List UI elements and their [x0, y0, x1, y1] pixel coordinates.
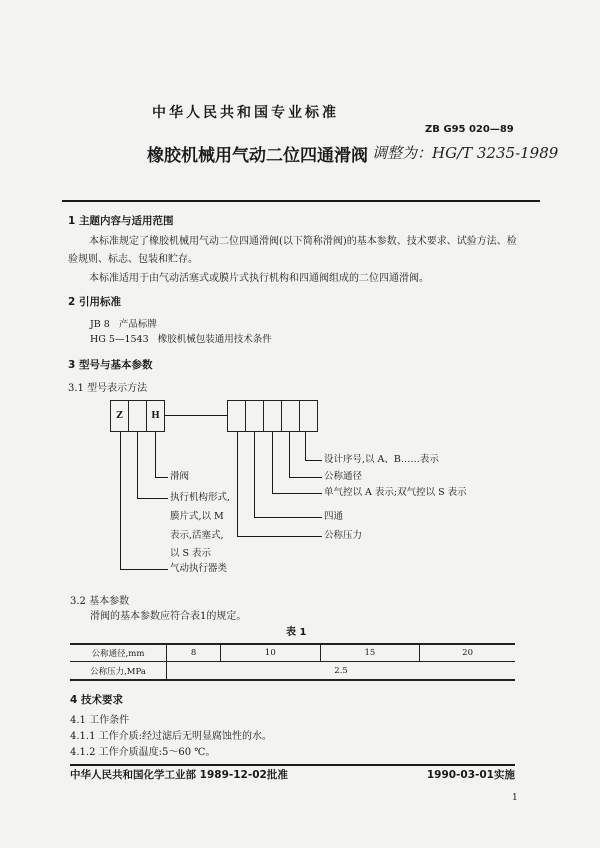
table-row	[70, 662, 515, 680]
footer-divider	[70, 764, 515, 766]
document-title: 橡胶机械用气动二位四通滑阀	[147, 146, 368, 166]
label-four-way: 四通	[324, 511, 344, 522]
leader-line	[137, 432, 138, 498]
section-3-2-heading: 3.2 基本参数	[70, 596, 130, 607]
leader-line	[254, 517, 322, 518]
table-cell: 15	[320, 644, 420, 662]
leader-line	[254, 432, 255, 517]
leader-line	[155, 432, 156, 477]
table-caption: 表 1	[286, 627, 307, 638]
label-slide-valve: 滑阀	[170, 471, 190, 482]
label-control: 单气控以 A 表示;双气控以 S 表示	[324, 487, 467, 498]
section-1-heading: 1 主题内容与适用范围	[68, 215, 174, 227]
table-cell: 10	[221, 644, 321, 662]
leader-line	[120, 432, 121, 569]
section-1-para2: 本标准适用于由气动活塞式或膜片式执行机构和四通阀组成的二位四通滑阀。	[89, 273, 429, 284]
box-h: H	[146, 400, 165, 432]
leader-line	[305, 432, 306, 460]
leader-line	[155, 477, 168, 478]
section-4-1-2: 4.1.2 工作介质温度:5～60 ℃。	[70, 747, 216, 758]
reference-item: JB 8 产品标牌	[90, 319, 157, 330]
label-pressure: 公称压力	[324, 530, 363, 541]
leader-line	[289, 477, 322, 478]
approval-date: 中华人民共和国化学工业部 1989-12-02批准	[70, 769, 288, 781]
page-number: 1	[512, 793, 518, 803]
header-divider	[62, 200, 540, 202]
parameter-table	[70, 644, 515, 679]
leader-line	[237, 536, 322, 537]
section-1-para1-cont: 验规则、标志、包装和贮存。	[68, 254, 198, 265]
table-cell: 公称通径,mm	[70, 644, 167, 662]
connector-line	[165, 415, 227, 416]
leader-line	[272, 493, 322, 494]
section-3-1-heading: 3.1 型号表示方法	[68, 383, 148, 394]
leader-line	[237, 432, 238, 536]
label-actuator: 执行机构形式,	[170, 492, 231, 503]
box-actuator	[128, 400, 147, 432]
leader-line	[272, 432, 273, 493]
reference-item: HG 5—1543 橡胶机械包装通用技术条件	[90, 334, 272, 345]
section-3-heading: 3 型号与基本参数	[68, 359, 153, 371]
box-diameter	[281, 400, 300, 432]
handwritten-note: 调整为：HG/T 3235-1989	[372, 144, 559, 162]
section-4-1-1: 4.1.1 工作介质:经过滤后无明显腐蚀性的水。	[70, 731, 272, 742]
label-actuator: 以 S 表示	[170, 548, 212, 559]
label-diameter: 公称通径	[324, 471, 363, 482]
label-actuator: 膜片式,以 M	[170, 511, 224, 522]
table-cell: 20	[420, 644, 515, 662]
box-design-seq	[299, 400, 318, 432]
org-title: 中华人民共和国专业标准	[152, 105, 339, 121]
table-row	[70, 644, 515, 662]
label-actuator: 表示,活塞式,	[170, 530, 224, 541]
label-design-seq: 设计序号,以 A、B……表示	[324, 454, 439, 465]
box-z: Z	[110, 400, 129, 432]
table-cell: 8	[167, 644, 221, 662]
section-1-para1: 本标准规定了橡胶机械用气动二位四通滑阀(以下简称滑阀)的基本参数、技术要求、试验方法、检	[89, 236, 517, 247]
section-3-2-text: 滑阀的基本参数应符合表1的规定。	[90, 611, 247, 622]
label-pneumatic: 气动执行器类	[170, 563, 228, 574]
effective-date: 1990-03-01实施	[426, 769, 515, 781]
table-cell: 公称压力,MPa	[90, 666, 146, 677]
box-control	[263, 400, 282, 432]
standard-code: ZB G95 020—89	[425, 124, 514, 135]
leader-line	[137, 498, 168, 499]
leader-line	[305, 460, 322, 461]
section-4-heading: 4 技术要求	[70, 694, 123, 706]
table-bottom-rule	[70, 679, 515, 681]
table-cell: 2.5	[167, 662, 516, 680]
box-four-way	[245, 400, 264, 432]
leader-line	[120, 569, 168, 570]
box-pressure	[227, 400, 246, 432]
section-2-heading: 2 引用标准	[68, 296, 121, 308]
leader-line	[289, 432, 290, 477]
section-4-1: 4.1 工作条件	[70, 715, 130, 726]
